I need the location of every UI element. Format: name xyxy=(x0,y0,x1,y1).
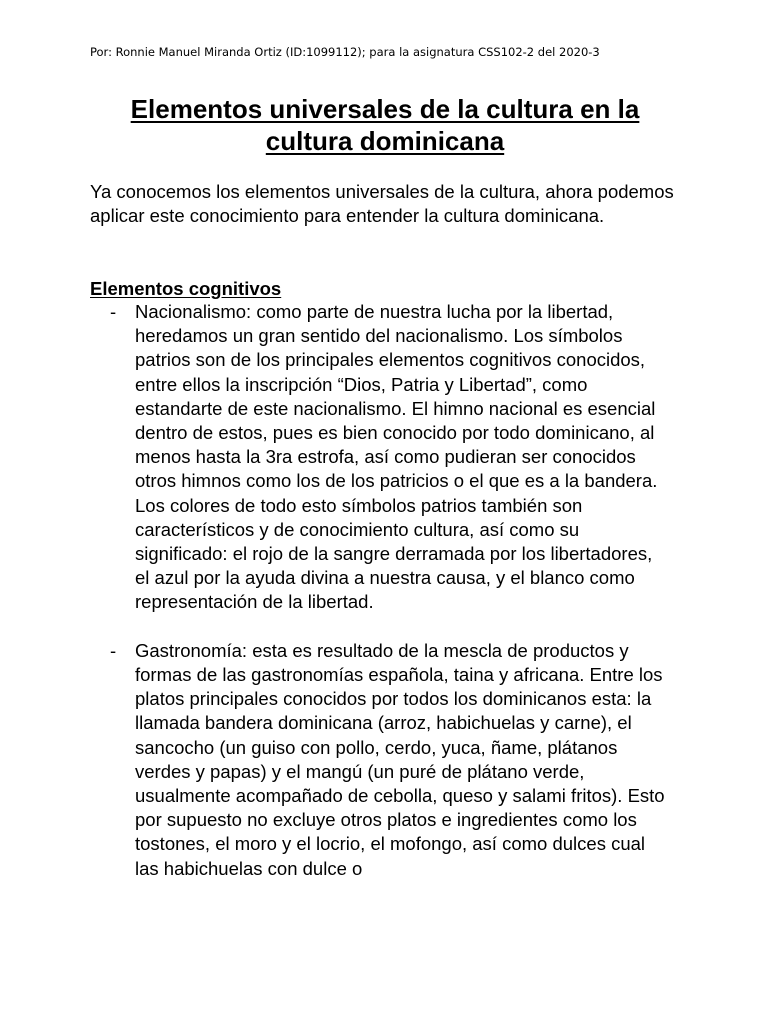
bullet-list xyxy=(110,300,670,881)
author-header: Por: Ronnie Manuel Miranda Ortiz (ID:1099112); para la asignatura CSS102-2 del 2020-3 xyxy=(90,45,600,59)
document-title: Elementos universales de la cultura en la cultura dominicana xyxy=(130,94,640,156)
bullet-item-nacionalismo xyxy=(110,300,670,615)
bullet-dash: - xyxy=(110,639,117,661)
bullet-text: Nacionalismo: como parte de nuestra lucha por la libertad, heredamos un gran sentido del nacionalismo. Los símbolos patrios son de los principales elementos cognitivos conocidos, entre ellos la inscripción “Dios, Patria y Libertad”, como estandarte de este nacionalismo. El himno nacional es esencial dentro de estos, pues es bien conocido por todo dominicano, al menos hasta la 3ra estrofa, así como pudieran ser conocidos otros himnos como los de los patricios o el que es a la bandera. Los colores de todo esto símbolos patrios también son característicos y de conocimiento cultura, así como su significado: el rojo de la sangre derramada por los libertadores, el azul por la ayuda divina a nuestra causa, y el blanco como representación de la libertad. xyxy=(135,301,658,613)
intro-paragraph: Ya conocemos los elementos universales de la cultura, ahora podemos aplicar este conocimiento para entender la cultura dominicana. xyxy=(90,181,674,227)
bullet-dash: - xyxy=(110,301,117,322)
bullet-text: Gastronomía: esta es resultado de la mescla de productos y formas de las gastronomías española, taina y africana. Entre los platos principales conocidos por todos los dominicanos esta: la llamada bandera dominicana (arroz, habichuelas y carne), el sancocho (un guiso con pollo, cerdo, yuca, ñame, plátanos verdes y papas) y el mangú (un puré de plátano verde, usualmente acompañado de cebolla, queso y salami fritos). Esto por supuesto no excluye otros platos e ingredientes como los tostones, el moro y el locrio, el mofongo, así como dulces cual las habichuelas con dulce o xyxy=(135,639,665,879)
section-heading-cognitive: Elementos cognitivos xyxy=(90,278,282,299)
bullet-item-gastronomia xyxy=(110,639,670,881)
